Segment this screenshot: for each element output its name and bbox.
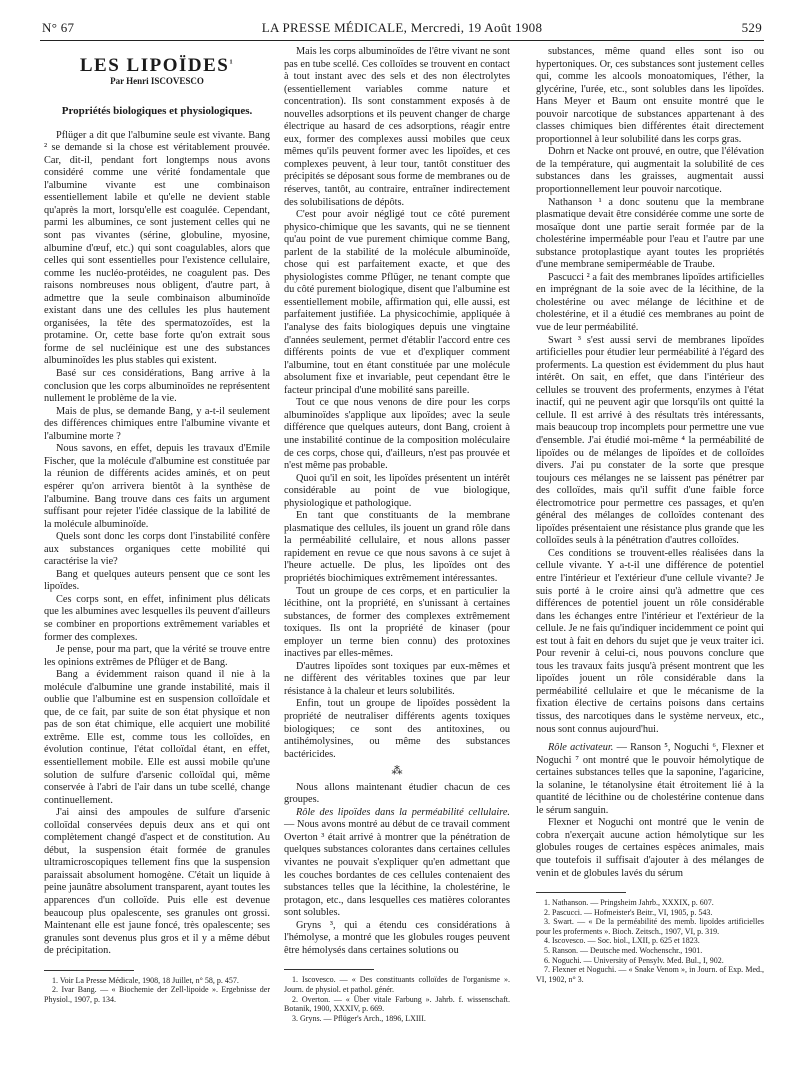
footnote: 2. Ivar Bang. — « Biochemie der Zell-lipoide ». Ergebnisse der Physiol., 1907, p. 134. [44, 985, 270, 1004]
paragraph: Nous allons maintenant étudier chacun de ces groupes. [284, 781, 510, 806]
footnote: 6. Noguchi. — University of Pensylv. Med. Bul., I, 902. [544, 955, 724, 965]
paragraph: Bang et quelques auteurs pensent que ce sont les lipoïdes. [44, 568, 270, 593]
col2-body-3 [284, 920, 510, 958]
role-text-activator: — Ranson ⁵, Noguchi ⁶, Flexner et Noguchi ⁷ ont montré que le pouvoir hémolytique de certaines substances telles que la saponine, l'agaricine, la solanine, le tétanolysine était étroitement lié à la quantité de lécithine ou de cholestérine contenue dans le sérum sanguin. [536, 742, 764, 816]
paragraph: Enfin, tout un groupe de lipoïdes possèdent la propriété de neutraliser différents agents toxiques biologiques; ce sont des antitoxines, ou antihémolysines, ou même des substances bactéricides. [284, 698, 510, 760]
article-author: Par Henri ISCOVESCO [110, 75, 204, 86]
footnote: 1. Voir La Presse Médicale, 1908, 18 Juillet, n° 58, p. 457. [52, 975, 239, 985]
col3-body-2 [536, 817, 764, 880]
paragraph: Swart ³ s'est aussi servi de membranes lipoïdes artificielles pour étudier leur perméabilité à l'égard des proferments. La question est évidemment du plus haut intérêt. On sait, en effet, que dans l'intérieur des cellules se trouvent des proferments, enzymes à l'état inactif, qui ne peuvent agir que lorsqu'ils ont quitté la cellule. Il est arrivé à des résultats très intéressants, mais beaucoup trop incomplets pour permettre une vue d'ensemble. J'ai étudié moi-même ⁴ la perméabilité de lipoïdes ou de mélanges de lipoïdes et de colloïdes divers. J'ai pu constater de la sorte que presque toujours ces mélanges ne se laissent pas pénétrer par des colloïdes, mais qu'il suffit d'une faible force électromotrice pour permettre ces passages, et qu'en général des mélanges de colloïdes contenant des lipoïdes présentaient une résistance plus grande que les colloïdes seuls à la pénétration d'autres colloïdes. [536, 334, 764, 547]
footnote: 1. Nathanson. — Pringsheim Jahrb., XXXIX, p. 607. [544, 898, 714, 908]
footnote-rule [536, 892, 626, 893]
col3-body [536, 46, 764, 736]
col3-role-paragraph [536, 742, 764, 817]
paragraph: En tant que constituants de la membrane plasmatique des cellules, ils jouent un grand rôle dans la perméabilité cellulaire, et nous allons passer rapidement en revue ce que nous savons à ce sujet à l'heure actuelle. De plus, les lipoïdes ont des propriétés biochimiques extrêmement intéressantes. [284, 510, 510, 584]
paragraph: Nous savons, en effet, depuis les travaux d'Emile Fischer, que la molécule d'albumine est constituée par la réunion de différents acides aminés, et on peut espérer qu'on arrivera bientôt à la synthèse de l'albumine. Bang trouve dans ces faits un argument suffisant pour rejeter l'idée classique de la labilité de la molécule albuminoïde. [44, 443, 270, 530]
paragraph: Mais de plus, se demande Bang, y a-t-il seulement des différences chimiques entre l'albumine vivante et l'albumine morte ? [44, 405, 270, 442]
paragraph: C'est pour avoir négligé tout ce côté purement physico-chimique que les savants, qui ne se tiennent qu'au point de vue purement chimique comme Bang, parlent de la stabilité de la molécule albuminoïde, chose qui est parfaitement exacte, et que des physiologistes comme Pflüger, ne tenant compte que du côté purement biologique, disent que l'albumine est essentiellement mobile, affirmation qui, elle aussi, est parfaitement justifiée. La physicochimie, appliquée à l'analyse des faits biologiques depuis une vingtaine d'années seulement, permet d'établir l'accord entre ces différents points de vue et d'expliquer comment l'albumine, tout en étant constituée par une molécule absolument fixe et invariable, peut cependant être le facteur principal d'une mobilité sans pareille. [284, 209, 510, 396]
paragraph: Quoi qu'il en soit, les lipoïdes présentent un intérêt considérable au point de vue biologique, physiologique et pathologique. [284, 472, 510, 509]
column-3 [536, 46, 764, 984]
col2-body-2 [284, 782, 510, 807]
paragraph: Nathanson ¹ a donc soutenu que la membrane plasmatique devait être considérée comme une sorte de mosaïque dont une partie serait formée par de la cholestérine imperméable pour l'eau et l'autre par une substance protoplastique ayant toutes les propriétés d'une membrane semiperméable de Traube. [536, 196, 764, 271]
footnote: 3. Swart. — « De la perméabilité des memb. lipoïdes artificielles pour les proferments ». Bioch. Zeitsch., 1907, VI, p. 319. [536, 917, 764, 936]
footnote: 7. Flexner et Noguchi. — « Snake Venom », in Journ. of Exp. Med., VI, 1902, n° 3. [536, 965, 764, 984]
footnote: 2. Pascucci. — Hofmeister's Beitr., VI, 1905, p. 543. [544, 907, 713, 917]
section-heading: Propriétés biologiques et physiologiques. [61, 105, 253, 118]
col2-role-paragraph [284, 807, 510, 920]
role-heading-activator: Rôle activateur. [548, 742, 614, 754]
col3-footnotes [536, 898, 764, 984]
footnote: 4. Iscovesco. — Soc. biol., LXII, p. 625 et 1823. [544, 936, 700, 946]
paragraph: substances, même quand elles sont iso ou hypertoniques. Or, ces substances sont justement celles qui, comme les alcools monoatomiques, l'éther, la glycérine, l'urée, etc., sont solubles dans les lipoïdes. Hans Meyer et Baum ont ensuite montré que le pouvoir narcotique de substances appartenant à des classes chimiques bien différentes était directement proportionnel à leur solubilité dans les corps gras. [536, 46, 764, 145]
paragraph: Tout un groupe de ces corps, et en particulier la lécithine, ont la propriété, en s'unissant à certaines substances, de former des complexes extrêmement toxiques. Ils ont la propriété de kinaser (pour employer un terme bien connu) des protoxines inactives par elles-mêmes. [284, 585, 510, 660]
paragraph: Je pense, pour ma part, que la vérité se trouve entre les opinions extrêmes de Pflüger et de Bang. [44, 644, 270, 668]
paragraph: Bang a évidemment raison quand il nie à la molécule d'albumine une grande instabilité, mais il oublie que l'albumine est en suspension colloïdale et que, de ce fait, par suite de son état physique et non pas de son état chimique, elle acquiert une mobilité extrême. Elle est, comme tous les colloïdes, en évolution continue, l'état colloïdal étant, en effet, essentiellement mobile. Elle est aussi mobile qu'une solution de sulfure d'arsenic colloïdal qui, même conservée à l'abri de l'air dans un tube scellé, change continuellement. [44, 669, 270, 806]
paragraph: Tout ce que nous venons de dire pour les corps albuminoïdes s'applique aux lipoïdes; avec la seule différence que quelques auteurs, dont Bang, croient à une instabilité continue de la composition moléculaire de ces corps, chose qui, d'ailleurs, n'est pas prouvée et n'est même pas probable. [284, 397, 510, 472]
footnote-rule [284, 969, 374, 970]
paragraph: Flexner et Noguchi ont montré que le venin de cobra n'exerçait aucune action hémolytique sur les globules rouges de certaines espèces animales, mais que toutefois il suffisait d'ajouter à des mélanges de venin et de globules lavés du sérum [536, 817, 764, 879]
paragraph: Ces conditions se trouvent-elles réalisées dans la cellule vivante. Y a-t-il une différence de potentiel entre l'intérieur et l'extérieur d'une cellule vivante? Je suis porté à le croire ainsi qu'à admettre que ces différences de potentiel jouent un rôle considérable dans les échanges entre l'intérieur et l'extérieur de la cellule. Je ne fais qu'indiquer incidemment ce point qui est tout à fait en dehors du sujet que je veux traiter ici. Pour revenir à celui-ci, nous pouvons conclure que tous les travaux faits jusqu'à présent montrent que les lipoïdes jouent un rôle considérable dans la perméabilité cellulaire et que le mécanisme de la fixation élective de certains poisons dans certains tissus, des narcotiques dans le système nerveux, etc., nous sont connus aujourd'hui. [536, 547, 764, 735]
footnote: 2. Overton. — « Über vitale Farbung ». Jahrb. f. wissenschaft. Botanik, 1900, XXXIV, p. 669. [284, 994, 510, 1014]
paragraph: Basé sur ces considérations, Bang arrive à la conclusion que les corps albuminoïdes ne représentent nullement le problème de la vie. [44, 368, 270, 405]
section-stars: ⁂ [391, 765, 403, 778]
footnote: 1. Iscovesco. — « Des constituants colloïdes de l'organisme ». Journ. de physiol. et pathol. génér. [284, 975, 510, 994]
page-header [42, 20, 762, 38]
title-note: 1 [229, 58, 235, 66]
paragraph: D'autres lipoïdes sont toxiques par eux-mêmes et ne diffèrent des véritables toxines que par leur résistance à la chaleur et leurs solubilités. [284, 660, 510, 697]
column-1 [44, 46, 270, 1005]
column-2 [284, 46, 510, 1023]
col1-footnotes [44, 976, 270, 1005]
paragraph: Mais les corps albuminoïdes de l'être vivant ne sont pas en tube scellé. Ces colloïdes se trouvent en contact à tout instant avec des sels et des non électrolytes (essentiellement variables comme nature et concentration). Ils sont constamment exposés à de nouvelles adsorptions et ils peuvent changer de charge électrique au hasard de ces adsorptions, réagir entre eux, former des complexes aussi mobiles que ceux mêmes qu'ils peuvent former avec les lipoïdes, et ces complexes peuvent, à leur tour, tantôt constituer des précipités se déposant sous forme de membranes ou de réserves, tantôt, au contraire, entraîner indirectement des solubilisations de dépôts. [284, 46, 510, 208]
footnote: 5. Ranson. — Deutsche med. Wochenschr., 1901. [544, 946, 703, 956]
article-title [44, 55, 270, 76]
paragraph: J'ai ainsi des ampoules de sulfure d'arsenic colloïdal conservées depuis deux ans et qui ont complètement changé d'aspect et de constitution. Au début, la suspension était formée de granules ultramicroscopiques tellement fins que la suspension paraissait absolument homogène. C'était un liquide à peine jaunâtre absolument transparent, ayant toutes les apparences d'un colloïde. Puis elle est devenue beaucoup plus opalescente, ses granules ont grossi. Maintenant elle est jaune foncé, très opalescente; ses granules sont devenus plus gros et il y a même début de précipitation. [44, 807, 270, 957]
role-heading-permeability: Rôle des lipoïdes dans la perméabilité cellulaire. [296, 806, 510, 818]
header-rule [40, 40, 764, 41]
col2-footnotes [284, 975, 510, 1023]
journal-title: LA PRESSE MÉDICALE, Mercredi, 19 Août 1908 [261, 20, 543, 35]
paragraph: Gryns ³, qui a étendu ces considérations à l'hémolyse, a montré que les globules rouges peuvent être hémolysés dans certaines solutions ou [284, 919, 510, 956]
footnote-rule [44, 970, 134, 971]
paragraph: Pflüger a dit que l'albumine seule est vivante. Bang ² se demande si la chose est véritablement prouvée. Car, dit-il, pendant fort longtemps nous avons considéré comme une vérité fondamentale que l'albumine vivante est une combinaison essentiellement labile et qu'elle ne devient stable qu'après la mort, lorsqu'elle est coagulée. Cependant, parmi les albumines, ce sont justement celles qui ne sont pas vivantes (sérine, globuline, myosine, albumine d'œuf, etc.) qui sont coagulables, alors que celles qui sont essentielles pour l'existence cellulaire, comme les nucléo-protéides, ne coagulent pas. Des raisons nombreuses nous obligent, d'autre part, à admettre que la seule combinaison albuminoïde existant dans une des cellules les plus hautement organisées, la tête des spermatozoïdes, est la protamine. Or, cette base forte qu'on extrait sous forme de sel nucléinique est une des substances albuminoïdes les plus stables qui existent. [44, 129, 270, 367]
col1-body [44, 130, 270, 958]
paragraph: Dohrn et Nacke ont prouvé, en outre, que l'élévation de la température, qui augmentait la solubilité de ces substances dans les graisses, augmentait aussi proportionnellement leur pouvoir narcotique. [536, 146, 764, 196]
article-title-text: LES LIPOÏDES [79, 55, 230, 76]
footnote: 3. Gryns. — Pflüger's Arch., 1896, LXIII. [292, 1013, 426, 1023]
paragraph: Pascucci ² a fait des membranes lipoïdes artificielles en imprégnant de la soie avec de la lécithine, de la cholestérine ou avec mélange de lécithine et de cholestérine, et il a étudié ces membranes au point de vue de leur perméabilité. [536, 271, 764, 334]
issue-number: N° 67 [42, 20, 75, 35]
role-text-permeability: — Nous avons montré au début de ce travail comment Overton ³ était arrivé à montrer que la pénétration de quelques substances colorantes dans certaines cellules vivantes ne pouvait s'expliquer qu'en admettant que les couches bordantes de ces cellules contenaient des substances telles que la lécithine, la cholestérine, le protagon, etc., dans lesquelles ces matières colorantes sont solubles. [284, 819, 510, 919]
col2-body [284, 46, 510, 761]
page-number: 529 [741, 20, 762, 35]
paragraph: Ces corps sont, en effet, infiniment plus délicats que les albumines avec lesquelles ils peuvent d'ailleurs se combiner en proportions extrêmement variables et former des complexes. [44, 593, 270, 643]
paragraph: Quels sont donc les corps dont l'instabilité confère aux substances organiques cette mobilité qui caractérise la vie? [44, 531, 270, 568]
